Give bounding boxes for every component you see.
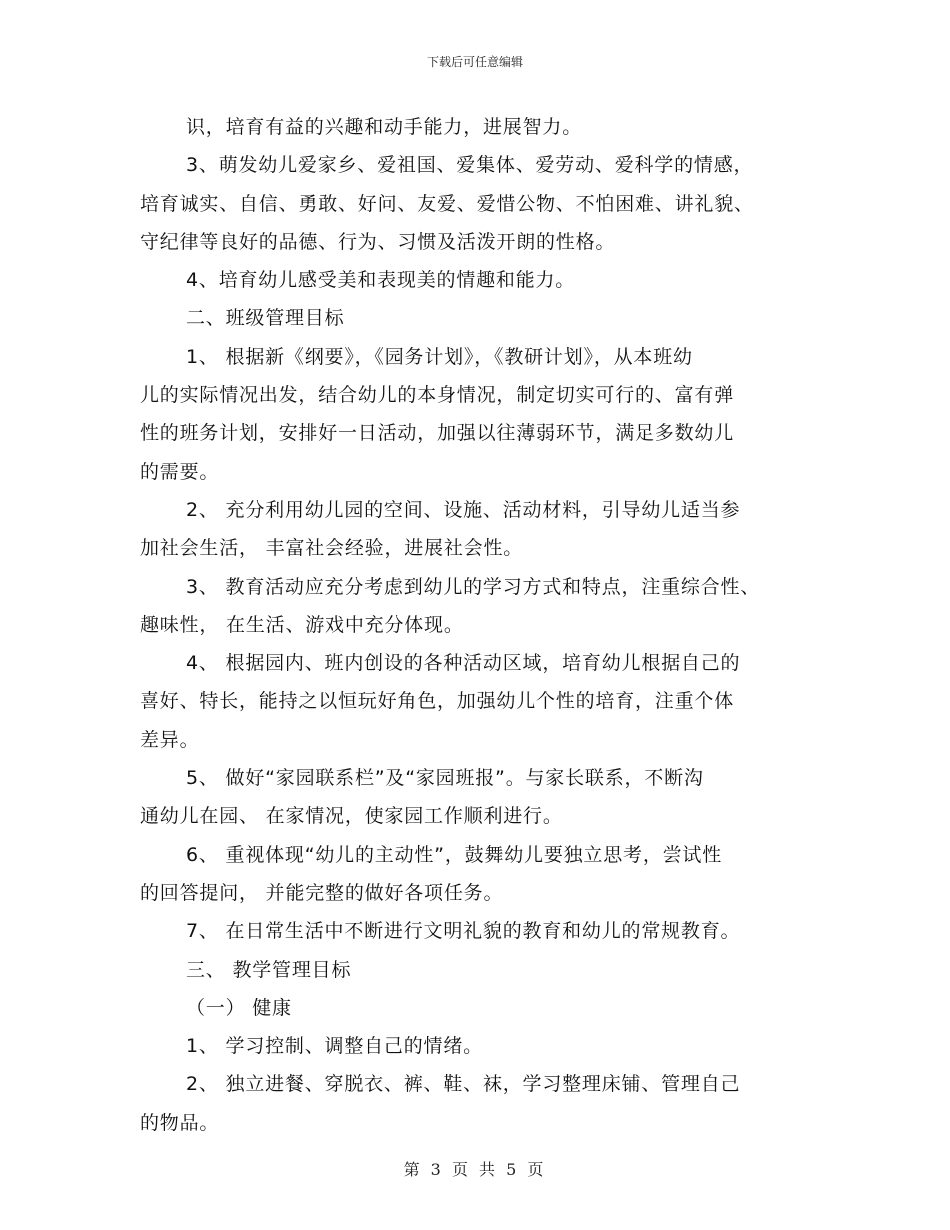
paragraph-line: 1、 学习控制、调整自己的情绪。 <box>186 1035 483 1058</box>
paragraph-line: 通幼儿在园、 在家情况，使家园工作顺利进行。 <box>140 805 563 828</box>
paragraph-line: 5、 做好“家园联系栏”及“家园班报”。与家长联系，不断沟 <box>186 767 704 790</box>
subsection-heading: （一） 健康 <box>186 996 292 1019</box>
paragraph-line: 的回答提问， 并能完整的做好各项任务。 <box>140 881 504 904</box>
paragraph-line: 趣味性， 在生活、游戏中充分体现。 <box>140 613 464 636</box>
paragraph-line: 2、 独立进餐、穿脱衣、裤、鞋、袜，学习整理床铺、管理自己 <box>186 1073 741 1096</box>
section-heading: 三、 教学管理目标 <box>186 958 352 981</box>
paragraph-line: 3、 教育活动应充分考虑到幼儿的学习方式和特点，注重综合性、 <box>186 575 761 598</box>
paragraph-line: 儿的实际情况出发，结合幼儿的本身情况，制定切实可行的、富有弹 <box>140 384 735 407</box>
paragraph-line: 的物品。 <box>140 1111 220 1134</box>
document-body <box>140 108 810 1142</box>
paragraph-line: 识，培育有益的兴趣和动手能力，进展智力。 <box>186 116 583 138</box>
paragraph-line: 守纪律等良好的品德、行为、习惯及活泼开朗的性格。 <box>140 230 616 253</box>
page-header: 下载后可任意编辑 <box>426 55 523 69</box>
paragraph-line: 1、 根据新《纲要》，《园务计划》，《教研计划》，从本班幼 <box>186 345 693 368</box>
paragraph-line: 2、 充分利用幼儿园的空间、设施、活动材料，引导幼儿适当参 <box>186 498 741 521</box>
paragraph-line: 7、 在日常生活中不断进行文明礼貌的教育和幼儿的常规教育。 <box>186 920 741 943</box>
paragraph-line: 差异。 <box>140 728 200 751</box>
paragraph-line: 喜好、特长，能持之以恒玩好角色，加强幼儿个性的培育，注重个体 <box>140 690 735 713</box>
section-heading: 二、班级管理目标 <box>186 307 345 330</box>
paragraph-line: 3、萌发幼儿爱家乡、爱祖国、爱集体、爱劳动、爱科学的情感， <box>186 154 754 177</box>
page-footer: 第 3 页 共 5 页 <box>403 1160 547 1179</box>
paragraph-line: 性的班务计划，安排好一日活动，加强以往薄弱环节，满足多数幼儿 <box>140 422 735 445</box>
paragraph-line: 加社会生活， 丰富社会经验，进展社会性。 <box>140 537 524 560</box>
paragraph-line: 4、 根据园内、班内创设的各种活动区域，培育幼儿根据自己的 <box>186 652 741 675</box>
paragraph-line: 的需要。 <box>140 460 220 483</box>
paragraph-line: 4、培育幼儿感受美和表现美的情趣和能力。 <box>186 269 576 292</box>
paragraph-line: 6、 重视体现“幼儿的主动性”，鼓舞幼儿要独立思考，尝试性 <box>186 843 723 866</box>
paragraph-line: 培育诚实、自信、勇敢、好问、友爱、爱惜公物、不怕困难、讲礼貌、 <box>140 192 754 215</box>
